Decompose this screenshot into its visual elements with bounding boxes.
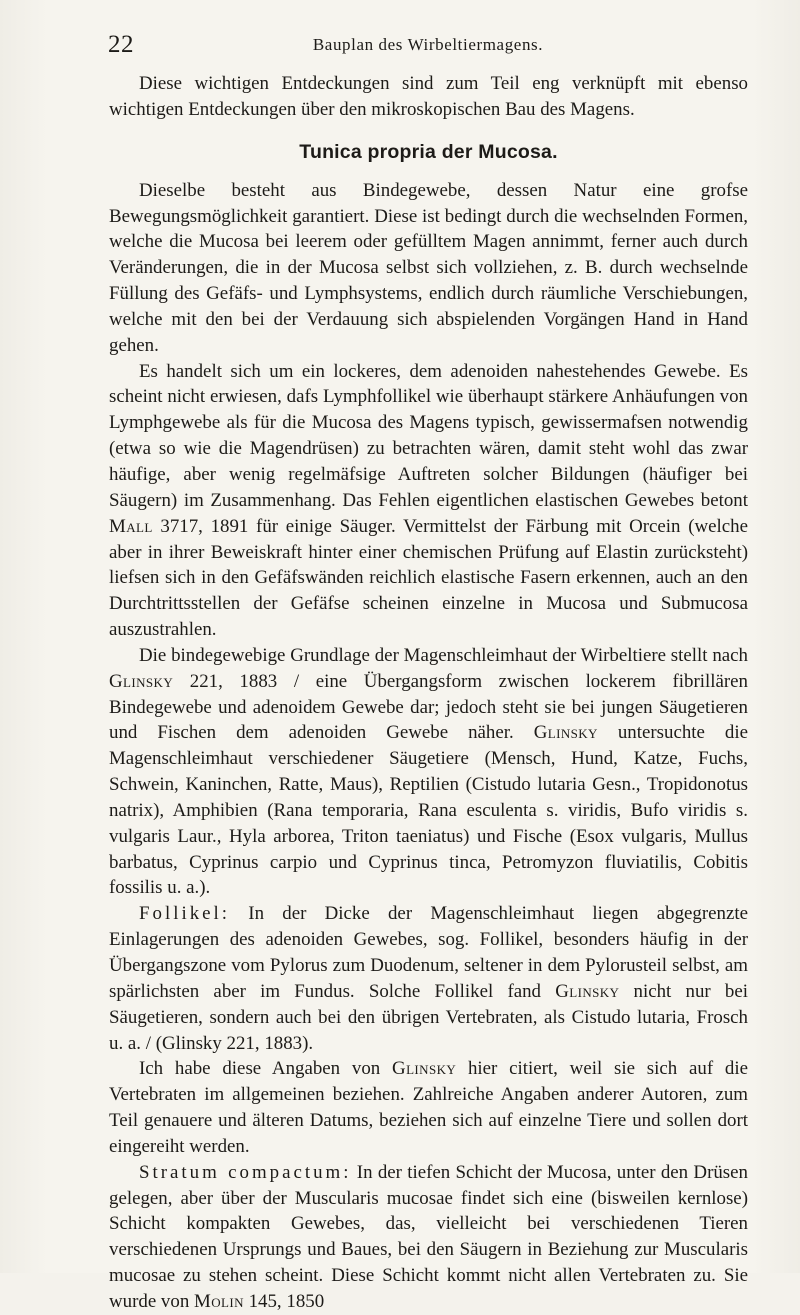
paragraph-4 bbox=[109, 901, 748, 1056]
author-name-mall: Mall bbox=[109, 515, 153, 537]
section-heading: Tunica propria der Mucosa. bbox=[299, 140, 558, 163]
author-name-glinsky: Glinsky bbox=[109, 670, 174, 692]
stratum-compactum-label: Stratum compactum: bbox=[139, 1161, 352, 1183]
page-header bbox=[108, 30, 748, 62]
paragraph-5-text-b: hier citiert, weil sie sich auf die Vertebraten im allgemeinen beziehen. Zahlreiche Angaben anderer Autoren, zum Teil genauere und älteren Datums, beziehen sich auf einzelne Tiere und sollen dort eingereiht werden. bbox=[109, 1058, 748, 1157]
author-name-glinsky: Glinsky bbox=[533, 722, 598, 744]
page-number: 22 bbox=[108, 31, 134, 58]
paragraph-2-text-b: 3717, 1891 für einige Säuger. Vermittelst der Färbung mit Orcein (welche aber in ihrer Beweiskraft hinter einer chemischen Prüfung auf Elastin zurücksteht) liefsen sich in den Gefäfswänden reichlich elastische Fasern erkennen, auch an den Durchtrittsstellen der Gefäfse scheinen einzelne in Mucosa und Submucosa auszustrahlen. bbox=[109, 515, 748, 641]
author-name-molin: Molin bbox=[194, 1290, 244, 1312]
paragraph-6-text-b: 145, 1850 bbox=[248, 1290, 325, 1312]
paragraph-1: Dieselbe besteht aus Bindegewebe, dessen Natur eine grofse Bewegungsmöglichkeit garantiert. Diese ist bedingt durch die wechselnden Formen, welche die Mucosa bei leerem oder gefülltem Magen annimmt, ferner auch durch Veränderungen, die in der Mucosa selbst sich vollziehen, z. B. durch wechselnde Füllung des Gefäfs- und Lymphsystems, endlich durch räumliche Verschiebungen, welche mit den bei der Verdauung sich abspielenden Vorgängen Hand in Hand gehen. bbox=[109, 179, 748, 356]
paragraph-2-text-a: Es handelt sich um ein lockeres, dem adenoiden nahestehendes Gewebe. Es scheint nicht erwiesen, dafs Lymphfollikel wie überhaupt stärkere Anhäufungen von Lymphgewebe als für die Mucosa des Magens typisch, gewissermafsen notwendig (etwa so wie die Magendrüsen) zu betrachten wären, damit steht wohl das zwar häufige, aber wenig regelmäfsige Auftreten solcher Bildungen (häufiger bei Säugern) im Zusammenhang. Das Fehlen eigentlichen elastischen Gewebes betont bbox=[109, 360, 748, 511]
paragraph-3 bbox=[109, 643, 748, 901]
author-name-glinsky: Glinsky bbox=[555, 980, 620, 1002]
paragraph-3-text-c: untersuchte die Magenschleimhaut verschiedener Säugetiere (Mensch, Hund, Katze, Fuchs, Schwein, Kaninchen, Ratte, Maus), Reptilien (Cistudo lutaria Gesn., Tropidonotus natrix), Amphibien (Rana temporaria, Rana esculenta s. viridis, Bufo viridis s. vulgaris Laur., Hyla arborea, Triton taeniatus) und Fische (Esox vulgaris, Mullus barbatus, Cyprinus carpio und Cyprinus tinca, Petromyzon fluviatilis, Cobitis fossilis u. a.). bbox=[109, 722, 748, 899]
paragraph-3-text-a: Die bindegewebige Grundlage der Magenschleimhaut der Wirbeltiere stellt nach bbox=[139, 644, 748, 666]
paragraph-3-text-b: 221, 1883 / eine Übergangsform zwischen lockerem fibrillären Bindegewebe und adenoidem Gewebe dar; jedoch steht sie bei jungen Säugetieren und Fischen dem adenoiden Gewebe näher. bbox=[109, 670, 748, 744]
paragraph-4-text-b: nicht nur bei Säugetieren, sondern auch bei den übrigen Vertebraten, als Cistudo lutaria, Frosch u. a. / (Glinsky 221, 1883). bbox=[109, 980, 748, 1054]
paragraph-6 bbox=[109, 1160, 748, 1315]
page-body bbox=[109, 71, 748, 1315]
intro-paragraph: Diese wichtigen Entdeckungen sind zum Teil eng verknüpft mit ebenso wichtigen Entdeckungen über den mikroskopischen Bau des Magens. bbox=[109, 73, 748, 120]
paragraph-4-text-a: In der Dicke der Magenschleimhaut liegen abgegrenzte Einlagerungen des adenoiden Gewebes, sog. Follikel, besonders häufig in der Übergangszone vom Pylorus zum Duodenum, seltener in dem Pylorusteil selbst, am spärlichsten aber im Fundus. Solche Follikel fand bbox=[109, 903, 748, 1002]
paragraph-5 bbox=[109, 1056, 748, 1159]
paragraph-6-text-a: In der tiefen Schicht der Mucosa, unter den Drüsen gelegen, aber über der Muscularis mucosae findet sich eine (bisweilen kernlose) Schicht kompakten Gewebes, das, vielleicht bei verschiedenen Tieren verschiedenen Ursprungs und Baues, bei den Säugern in Beziehung zur Muscularis mucosae zu stehen scheint. Diese Schicht kommt nicht allen Vertebraten zu. Sie wurde von bbox=[109, 1161, 748, 1312]
running-head: Bauplan des Wirbeltiermagens. bbox=[312, 35, 544, 54]
paragraph-5-text-a: Ich habe diese Angaben von bbox=[139, 1058, 381, 1080]
author-name-glinsky: Glinsky bbox=[392, 1058, 457, 1080]
paragraph-2 bbox=[109, 359, 748, 643]
follikel-label: Follikel: bbox=[139, 903, 231, 925]
